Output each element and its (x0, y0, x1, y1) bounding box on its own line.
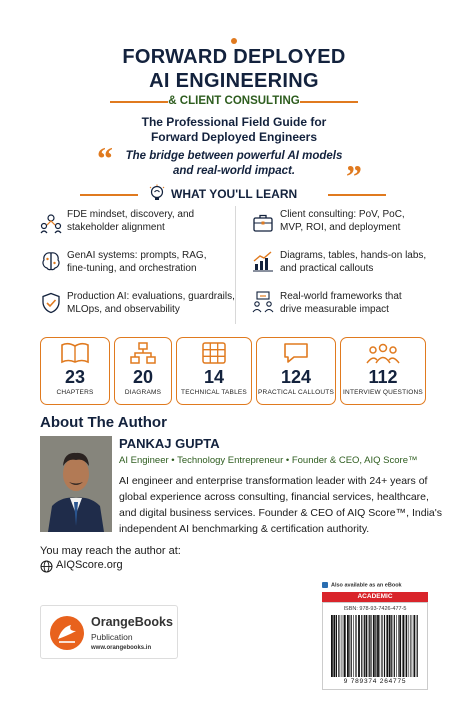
stat-label: INTERVIEW QUESTIONS (343, 389, 423, 396)
stat-card-questions (340, 337, 426, 405)
stat-label: CHAPTERS (56, 389, 94, 396)
ebook-icon (322, 582, 328, 588)
feature-item (280, 250, 426, 275)
feature-item (280, 291, 402, 316)
learn-rule-left (80, 194, 138, 196)
feature-line: stakeholder alignment (67, 221, 165, 233)
briefcase-icon (252, 212, 274, 234)
learn-rule-right (328, 194, 386, 196)
feature-item (67, 291, 235, 316)
publisher-name: OrangeBooks (91, 615, 173, 629)
author-heading: About The Author (40, 414, 167, 431)
feature-line: GenAI systems: prompts, RAG, (67, 250, 207, 261)
feature-line: FDE mindset, discovery, and (67, 209, 195, 220)
feature-divider (235, 206, 236, 324)
feature-line: Production AI: evaluations, guardrails, (67, 291, 235, 302)
feature-line: Real-world frameworks that (280, 291, 402, 302)
author-bio-line: global experience across consulting, financial services, healthcare, (119, 491, 429, 503)
contact-label: You may reach the author at: (40, 545, 181, 557)
stat-label: DIAGRAMS (124, 389, 162, 396)
stat-value: 20 (132, 367, 154, 387)
stat-card-tables (176, 337, 252, 405)
publisher-sub: Publication (91, 632, 133, 642)
grid-icon (202, 342, 226, 364)
feature-line: Client consulting: PoV, PoC, (280, 209, 405, 220)
stat-label: TECHNICAL TABLES (181, 389, 247, 396)
lightbulb-brain-icon (148, 184, 166, 202)
stat-card-callouts (256, 337, 336, 405)
feature-line: drive measurable impact (280, 303, 389, 315)
ebook-note-text: Also available as an eBook (331, 582, 402, 589)
stat-card-chapters (40, 337, 110, 405)
book-title-line1: FORWARD DEPLOYED (122, 46, 346, 68)
speech-bubble-icon (283, 342, 309, 364)
quote-line1: The bridge between powerful AI models (125, 150, 343, 162)
book-title-line2: AI ENGINEERING (149, 70, 319, 92)
author-photo (40, 436, 112, 532)
quote-line2: and real-world impact. (172, 165, 296, 177)
feature-line: MLOps, and observability (67, 303, 180, 315)
barcode-icon (331, 615, 421, 677)
brain-icon (40, 250, 62, 272)
stat-value: 112 (368, 367, 398, 387)
publisher-url: www.orangebooks.in (91, 645, 152, 651)
feature-line: fine-tuning, and orchestration (67, 262, 197, 274)
learn-heading: WHAT YOU'LL LEARN (171, 187, 298, 201)
stat-card-diagrams (114, 337, 172, 405)
stat-value: 14 (203, 367, 225, 387)
author-name: PANKAJ GUPTA (119, 436, 220, 451)
title-top-dot (231, 38, 237, 44)
ebook-note (322, 582, 428, 588)
author-bio-line: AI engineer and enterprise transformation leader with 24+ years of (119, 475, 428, 487)
author-roles: AI Engineer • Technology Entrepreneur • Founder & CEO, AIQ Score™ (119, 455, 418, 466)
book-subtitle: & CLIENT CONSULTING (168, 95, 300, 107)
feature-line: Diagrams, tables, hands-on labs, (280, 250, 427, 261)
feature-item (67, 209, 194, 234)
category-badge: ACADEMIC (322, 592, 428, 602)
feature-line: MVP, ROI, and deployment (280, 221, 401, 233)
open-quote-icon: “ (97, 140, 113, 176)
group-icon (366, 342, 400, 364)
author-bio-line: independent AI benchmarking & certification authority. (119, 523, 370, 535)
shield-check-icon (40, 292, 62, 314)
tagline-line1: The Professional Field Guide for (141, 115, 327, 129)
barcode-digits: 9 789374 264775 (343, 678, 407, 685)
publisher-logo (40, 605, 178, 659)
team-presentation-icon (252, 291, 274, 313)
close-quote-icon: ” (346, 158, 362, 194)
book-icon (60, 342, 90, 364)
chart-icon (252, 250, 274, 272)
hierarchy-icon (130, 342, 156, 364)
feature-item (67, 250, 206, 275)
people-network-icon (40, 212, 62, 234)
feature-item (280, 209, 405, 234)
tagline-line2: Forward Deployed Engineers (150, 130, 318, 144)
stat-value: 124 (280, 367, 312, 387)
author-website-link[interactable]: AIQScore.org (56, 559, 123, 571)
globe-icon (40, 560, 53, 573)
orangebooks-logo-icon (49, 615, 85, 651)
barcode-box (322, 602, 428, 690)
author-portrait (40, 436, 112, 532)
feature-line: and practical callouts (280, 262, 374, 274)
stat-value: 23 (64, 367, 86, 387)
stat-label: PRACTICAL CALLOUTS (258, 389, 334, 396)
author-bio-line: and digital business services. Founder & CEO of AIQ Score™, India's (119, 507, 442, 519)
isbn-text: ISBN: 978-93-7426-477-5 (343, 606, 407, 612)
